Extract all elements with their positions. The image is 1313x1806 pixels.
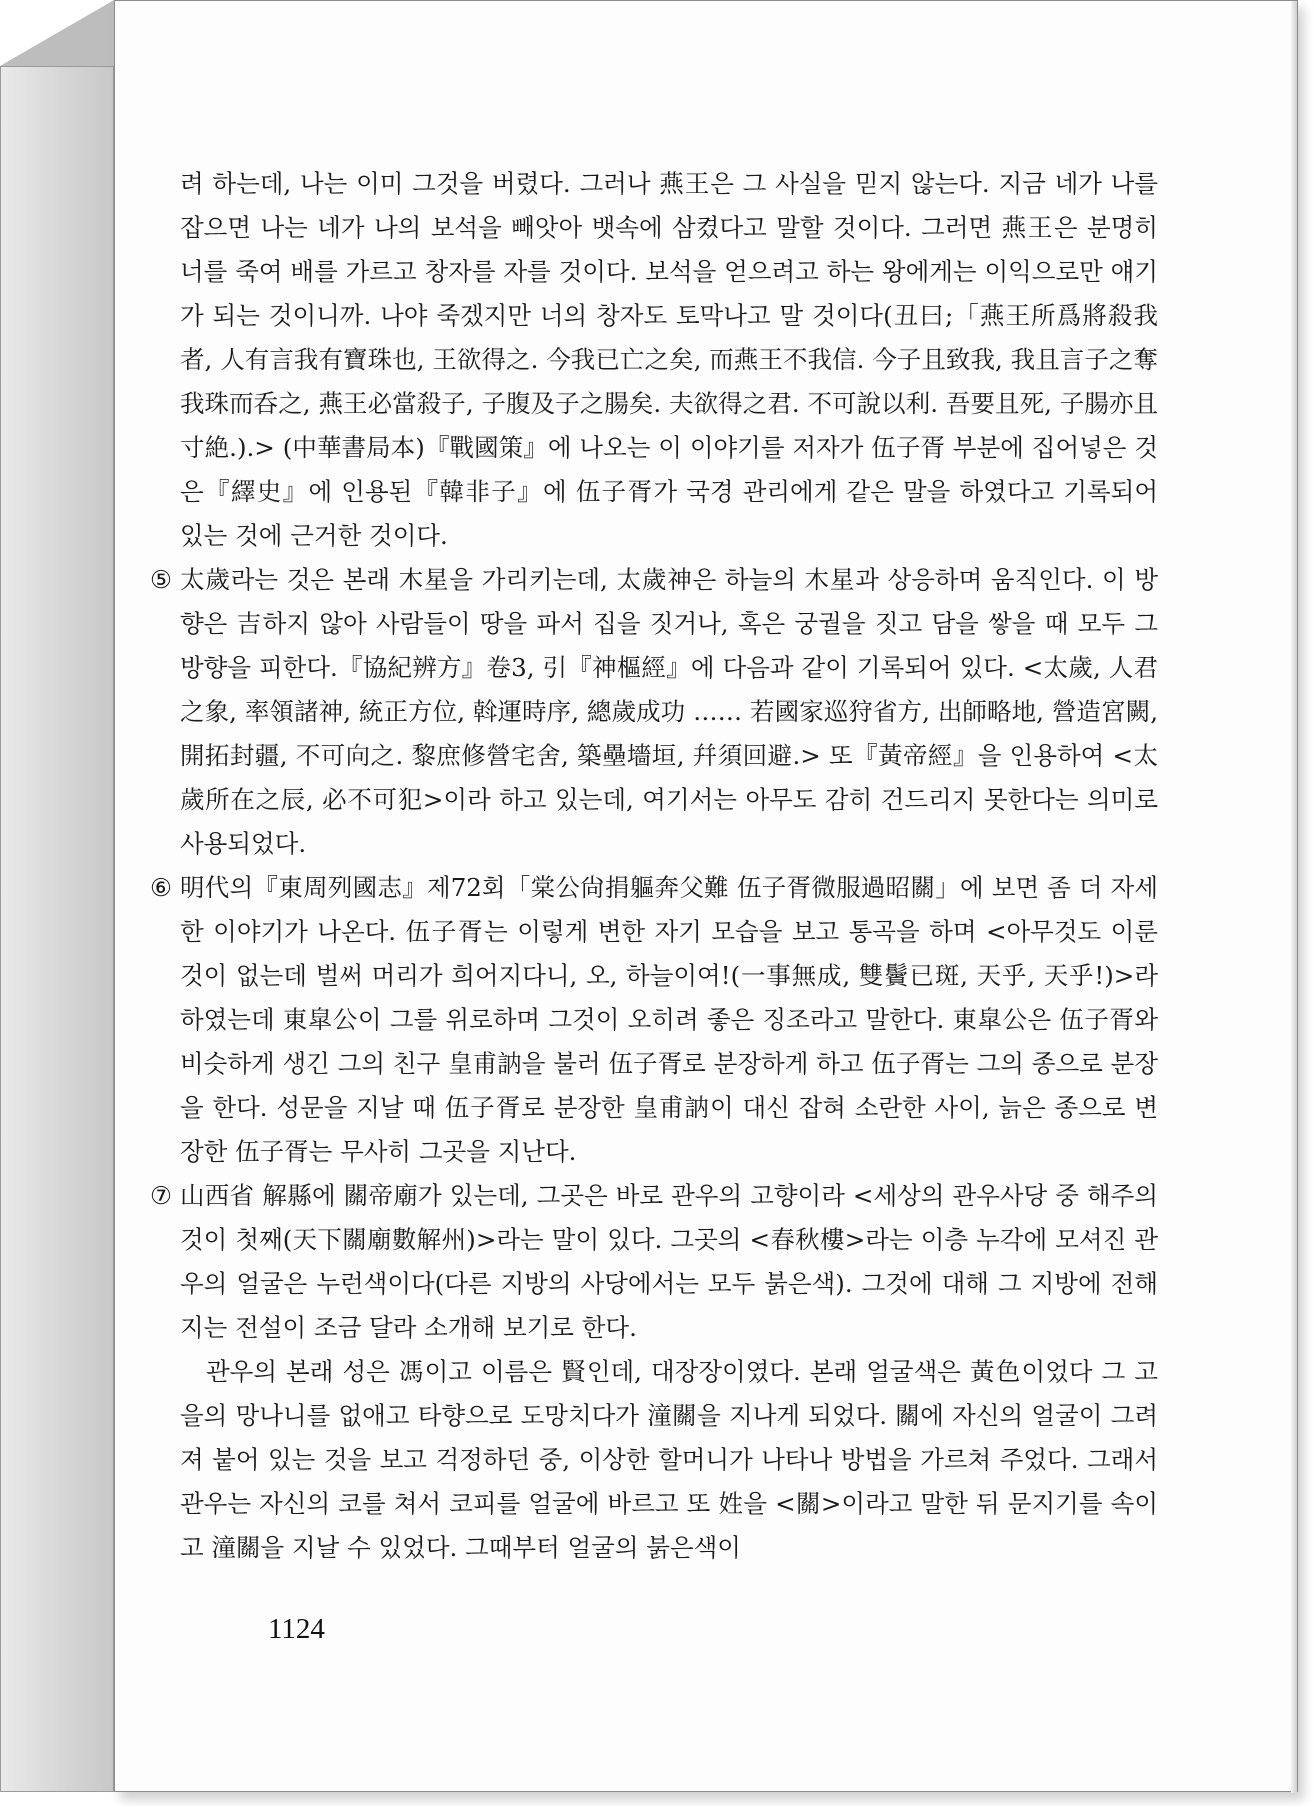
footnote-5-number: ⑤ (150, 565, 172, 594)
page-body (150, 162, 1158, 1570)
footnote-7-continuation: 관우의 본래 성은 馮이고 이름은 賢인데, 대장장이였다. 본래 얼굴색은 黃色이었다 그 고을의 망나니를 없애고 타향으로 도망치다가 潼關을 지나게 되었다. 關에 자신의 얼굴이 그려져 붙어 있는 것을 보고 걱정하던 중, 이상한 할머니가 나타나 방법을 가르쳐 주었다. 그래서 관우는 자신의 코를 쳐서 코피를 얼굴에 바르고 또 姓을 <關>이라고 말한 뒤 문지기를 속이고 潼關을 지날 수 있었다. 그때부터 얼굴의 붉은색이 (180, 1357, 1158, 1562)
footnote-7-text: 山西省 解縣에 關帝廟가 있는데, 그곳은 바로 관우의 고향이라 <세상의 관우사당 중 해주의 것이 첫째(天下關廟數解州)>라는 말이 있다. 그곳의 <春秋樓>라는 이층 누각에 모셔진 관우의 얼굴은 누런색이다(다른 지방의 사당에서는 모두 붉은색). 그것에 대해 그 지방에 전해지는 전설이 조금 달라 소개해 보기로 한다. (180, 1181, 1158, 1342)
page-edge (1291, 1, 1297, 1793)
book-spine-top (0, 0, 114, 66)
footnote-7-number: ⑦ (150, 1181, 172, 1210)
footnote-5 (150, 558, 1158, 866)
book-spine-face (0, 66, 114, 1792)
footnote-6-text: 明代의『東周列國志』제72회「棠公尙捐軀奔父難 伍子胥微服過昭關」에 보면 좀 더 자세한 이야기가 나온다. 伍子胥는 이렇게 변한 자기 모습을 보고 통곡을 하며 <아무것도 이룬 것이 없는데 벌써 머리가 희어지다니, 오, 하늘이여!(一事無成, 雙鬢已斑, 天乎, 天乎!)>라 하였는데 東皐公이 그를 위로하며 그것이 오히려 좋은 징조라고 말한다. 東皐公은 伍子胥와 비슷하게 생긴 그의 친구 皇甫訥을 불러 伍子胥로 분장하게 하고 伍子胥는 그의 종으로 분장을 한다. 성문을 지날 때 伍子胥로 분장한 皇甫訥이 대신 잡혀 소란한 사이, 늙은 종으로 변장한 伍子胥는 무사히 그곳을 지난다. (180, 873, 1158, 1166)
page-number: 1124 (268, 1613, 325, 1645)
footnote-6 (150, 866, 1158, 1174)
footnote-5-text: 太歲라는 것은 본래 木星을 가리키는데, 太歲神은 하늘의 木星과 상응하며 움직인다. 이 방향은 吉하지 않아 사람들이 땅을 파서 집을 짓거나, 혹은 궁궐을 짓고 담을 쌓을 때 모두 그 방향을 피한다.『協紀辨方』卷3, 引『神樞經』에 다음과 같이 기록되어 있다. <太歲, 人君之象, 率領諸神, 統正方位, 斡運時序, 總歲成功 …… 若國家巡狩省方, 出師略地, 營造宮闕, 開拓封疆, 不可向之. 黎庶修營宅舍, 築壘墻垣, 幷須回避.> 또『黃帝經』을 인용하여 <太歲所在之辰, 必不可犯>이라 하고 있는데, 여기서는 아무도 감히 건드리지 못한다는 의미로 사용되었다. (180, 565, 1158, 858)
footnote-6-number: ⑥ (150, 873, 172, 902)
paragraph-continuation: 려 하는데, 나는 이미 그것을 버렸다. 그러나 燕王은 그 사실을 믿지 않는다. 지금 네가 나를 잡으면 나는 네가 나의 보석을 빼앗아 뱃속에 삼켰다고 말할 것이다. 그러면 燕王은 분명히 너를 죽여 배를 가르고 창자를 자를 것이다. 보석을 얻으려고 하는 왕에게는 이익으로만 얘기가 되는 것이니까. 나야 죽겠지만 너의 창자도 토막나고 말 것이다(丑曰;「燕王所爲將殺我者, 人有言我有寶珠也, 王欲得之. 今我已亡之矣, 而燕王不我信. 今子且致我, 我且言子之奪我珠而呑之, 燕王必當殺子, 子腹及子之腸矣. 夫欲得之君. 不可說以利. 吾要且死, 子腸亦且寸絶.).> (中華書局本)『戰國策』에 나오는 이 이야기를 저자가 伍子胥 부분에 집어넣은 것은『繹史』에 인용된『韓非子』에 伍子胥가 국경 관리에게 같은 말을 하였다고 기록되어 있는 것에 근거한 것이다. (180, 169, 1158, 550)
footnote-7 (150, 1174, 1158, 1350)
